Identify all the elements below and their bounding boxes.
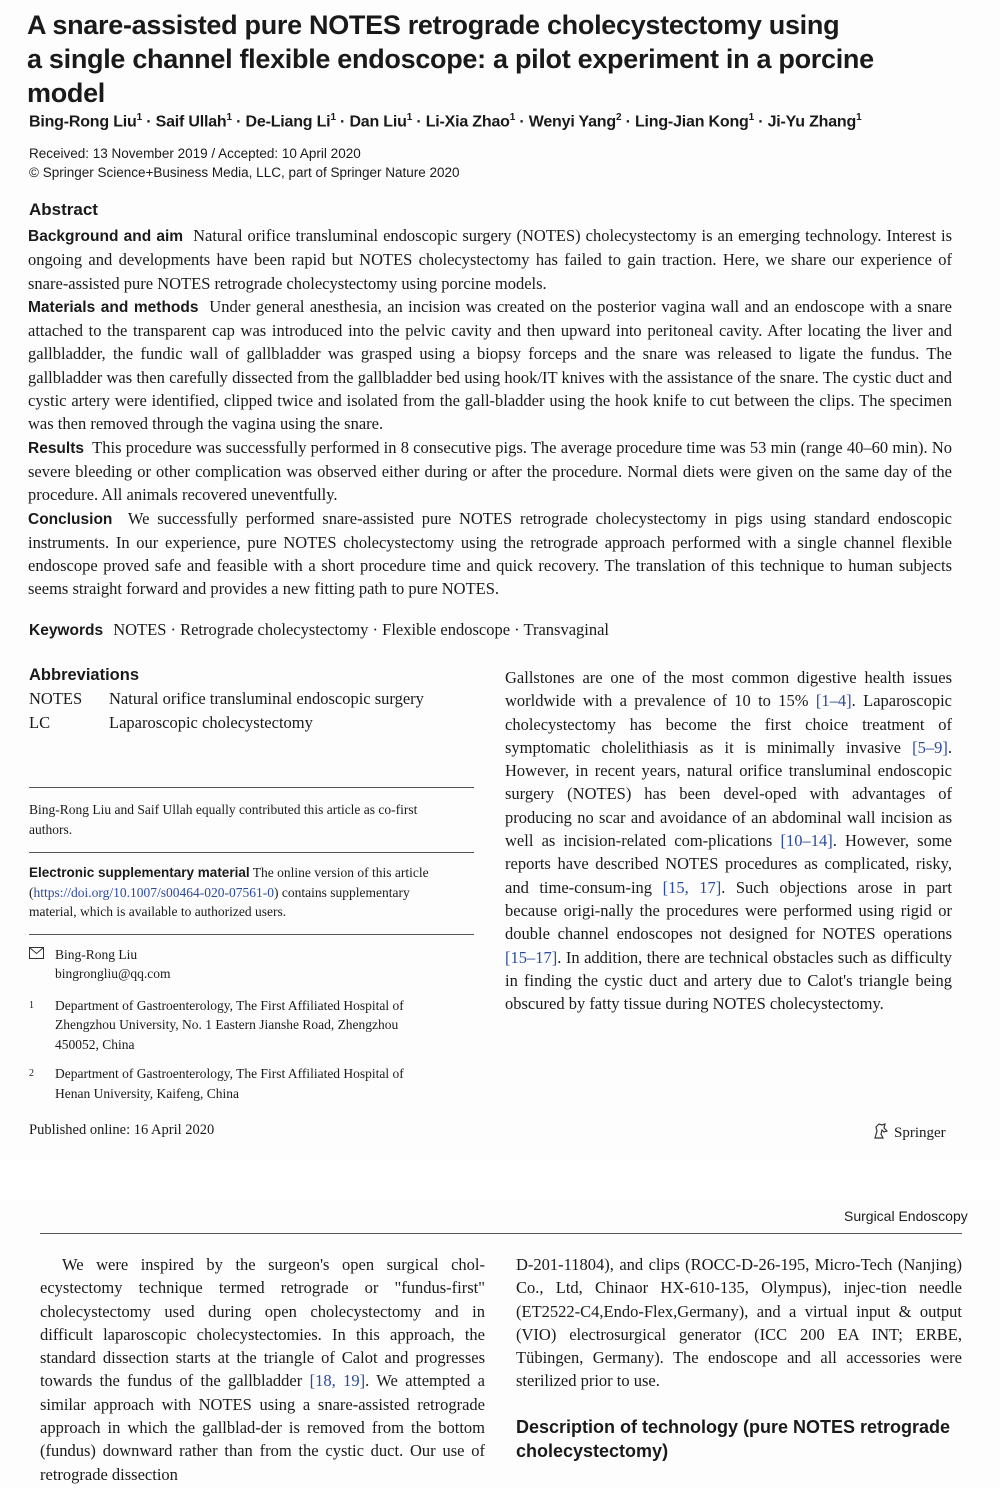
citation-link[interactable]: [15, 17] [662, 877, 722, 897]
abstract-results [28, 436, 952, 507]
results-text: This procedure was successfully performed in 8 consecutive pigs. The average procedure time was 53 min (range 40–60 min). No severe bleeding or other complication was observed either during or after the procedure. Normal diets were given on the same day of the procedure. All animals recovered uneventfully. [28, 437, 953, 505]
equal-contribution-note: Bing-Rong Liu and Saif Ullah equally contributed this article as co-first authors. [29, 802, 418, 837]
intro-text: . However, some reports have described NOTES procedures as complicated, risky, and time-consum-ing [505, 831, 952, 897]
background-text: Natural orifice transluminal endoscopic surgery (NOTES) cholecystectomy is an emerging technology. Interest is ongoing and developments have been rapid but NOTES cholecystectomy has failed to gain traction. Here, we share our experience of snare-assisted pure NOTES retrograde cholecystectomy using porcine models. [28, 226, 952, 293]
footnote-divider [29, 852, 474, 853]
author-name[interactable]: Ji-Yu Zhang [767, 113, 857, 131]
author-affiliation-mark: 1 [136, 112, 142, 123]
author-name[interactable]: Li-Xia Zhao [425, 113, 510, 131]
author-affiliation-mark: 2 [615, 112, 622, 123]
affiliation-text: Department of Gastroenterology, The First Affiliated Hospital of Henan University, Kaifeng, China [55, 1066, 404, 1101]
corresponding-email[interactable]: bingrongliu@qq.com [55, 966, 171, 981]
intro-text: . In addition, there are technical obstacles such as difficulty in finding the cystic duct and artery due to Calot's triangle being obscured by fatty tissue during NOTES cholecystectomy. [505, 947, 952, 1014]
affiliation-1 [29, 996, 474, 1055]
page-break [0, 1160, 1000, 1200]
envelope-icon [29, 945, 55, 984]
keywords [29, 620, 609, 640]
methods-text: Under general anesthesia, an incision was created on the posterior vagina wall and an endoscope with a snare attached to the transparent cap was introduced into the pelvic cavity and then upward into peritoneal cavity. After locating the liver and gallbladder, the fundic wall of gallbladder was grasped using a biopsy forceps and the snare was released to ligate the fundus. The gallbladder was then carefully dissected from the gallbladder bed using hook/IT knives with the assistance of the snare. The cystic duct and cystic artery were identified, clipped twice and isolated from the gall-bladder using the hook knife to cut between the clips. The specimen was then removed through the vagina using the snare. [28, 296, 953, 434]
corresponding-name: Bing-Rong Liu [55, 946, 138, 962]
author-affiliation-mark: 1 [226, 112, 232, 123]
citation-link[interactable]: [18, 19] [309, 1371, 366, 1391]
abstract-methods [28, 295, 952, 436]
abbreviation-row [29, 687, 474, 711]
background-label: Background and aim [28, 228, 184, 245]
author-affiliation-mark: 1 [856, 112, 862, 123]
abstract-conclusion [28, 507, 952, 601]
copyright-line: © Springer Science+Business Media, LLC, part of Springer Nature 2020 [29, 165, 460, 180]
title-line-1: A snare-assisted pure NOTES retrograde cholecystectomy using [27, 10, 840, 40]
esm-text: The online version of this article ( [29, 865, 429, 900]
introduction-paragraph [505, 666, 952, 1015]
author-name[interactable]: Bing-Rong Liu [29, 113, 137, 131]
journal-name: Surgical Endoscopy [844, 1208, 968, 1224]
author-name[interactable]: Dan Liu [349, 113, 407, 131]
abbreviations-heading: Abbreviations [29, 666, 140, 684]
abbreviation-term: LC [29, 713, 51, 732]
author-list: Bing-Rong Liu$^1$ · Saif Ullah$^1$ · De-Liang $Li^1$ · Dan Liu$^1$ · Li-Xia Zhao$^1$ · Wenyi Yang$^2$ · Ling-Jian Kong$^1$ · Ji-Yu Zhang$^1$ [29, 112, 862, 131]
intro-text: Gallstones are one of the most common digestive health issues worldwide with a prevalence of 10 to 15% [505, 668, 952, 711]
intro-text: . Such objections arose in part because origi-nally the procedures were performed using rigid or double channel endoscopes not designed for NOTES operations [505, 877, 952, 944]
keywords-label: Keywords [29, 622, 104, 639]
author-name[interactable]: De-Liang Li [245, 113, 331, 131]
citation-link[interactable]: [1–4] [815, 691, 852, 711]
body-paragraph-left [40, 1253, 485, 1486]
author-affiliation-mark: 1 [748, 112, 754, 123]
received-dates: Received: 13 November 2019 / Accepted: 10 April 2020 [29, 146, 361, 161]
esm-note [29, 863, 449, 922]
published-date: Published online: 16 April 2020 [29, 1122, 215, 1138]
citation-link[interactable]: [5–9] [912, 737, 948, 757]
section-heading: Description of technology (pure NOTES retrograde cholecystectomy) [516, 1417, 951, 1461]
intro-text: . Laparoscopic cholecystectomy has become the first choice treatment of symptomatic cholelithiasis as it is minimally invasive [505, 691, 952, 757]
abbreviations-block [29, 666, 474, 1103]
author-affiliation-mark: 1 [406, 112, 413, 123]
footnote-divider [29, 787, 474, 788]
esm-text: ) contains supplementary material, which is available to authorized users. [29, 884, 410, 919]
title-line-2: a single channel flexible endoscope: a pilot experiment in a porcine [27, 44, 874, 74]
footnote-divider [29, 934, 474, 935]
abbreviation-definition: Natural orifice transluminal endoscopic surgery [109, 689, 424, 708]
article-title [27, 8, 927, 110]
abstract-body [28, 224, 952, 601]
conclusion-label: Conclusion [28, 510, 113, 528]
abbreviation-term: NOTES [29, 689, 83, 708]
author-name[interactable]: Saif Ullah [155, 113, 227, 131]
title-line-3: model [27, 78, 106, 108]
abbreviation-definition: Laparoscopic cholecystectomy [109, 713, 313, 732]
abbreviation-row [29, 711, 474, 735]
doi-link[interactable]: https://doi.org/10.1007/s00464-020-07561-0 [33, 884, 275, 900]
affiliation-text: Department of Gastroenterology, The First Affiliated Hospital of Zhengzhou University, No. 1 Eastern Jianshe Road, Zhengzhou 450052, China [55, 997, 404, 1052]
affiliation-number: 2 [29, 1068, 34, 1079]
body-text: . We attempted a similar approach with NOTES using a snare-assisted retrograde approach in which the gallblad-der is removed from the bottom (fundus) downward rather than from the cystic duct. Our use of retrograde dissection [40, 1371, 485, 1484]
publisher-name: Springer [894, 1125, 946, 1141]
citation-link[interactable]: [10–14] [780, 831, 833, 851]
affiliation-number: 1 [29, 999, 34, 1011]
citation-link[interactable]: [15–17] [505, 947, 558, 967]
esm-label: Electronic supplementary material [29, 865, 250, 880]
abstract-heading: Abstract [29, 200, 98, 219]
results-label: Results [28, 439, 84, 457]
conclusion-text: We successfully performed snare-assisted pure NOTES retrograde cholecystectomy in pigs using standard endoscopic instruments. In our experience, pure NOTES cholecystectomy using the retrograde approach performed with a single channel flexible endoscope proved safe and feasible with a short procedure time and quick recovery. The translation of this technique to human subjects seems straight forward and provides a new fitting path to pure NOTES. [28, 508, 952, 599]
abstract-background [28, 224, 952, 295]
body-paragraph-right: D-201-11804), and clips (ROCC-D-26-195, Micro-Tech (Nanjing) Co., Ltd, Chinaor HX-610-135, Olympus), injec-tion needle (ET2522-C4,Endo-Flex,Germany), and a virtual input & output (VIO) electrosurgical generator (ICC 200 EA INT; ERBE, Tübingen, Germany). The endoscope and all accessories were sterilized prior to use. [516, 1255, 962, 1391]
body-text: We were inspired by the surgeon's open surgical chol-ecystectomy technique termed retrograde or "fundus-first" cholecystectomy used during open cholecystectomy and in difficult laparoscopic cholecystectomies. In this approach, the standard dissection starts at the triangle of Calot and progresses towards the fundus of the gallbladder [40, 1255, 485, 1391]
methods-label: Materials and methods [28, 298, 199, 316]
author-affiliation-mark: 1 [330, 112, 336, 123]
keywords-text: NOTES · Retrograde cholecystectomy · Flexible endoscope · Transvaginal [113, 620, 610, 639]
author-name[interactable]: Ling-Jian Kong [634, 113, 749, 131]
affiliation-2 [29, 1064, 474, 1103]
author-affiliation-mark: 1 [509, 112, 516, 123]
springer-horse-icon [872, 1122, 890, 1145]
author-name[interactable]: Wenyi Yang [528, 113, 616, 131]
corresponding-author [29, 945, 474, 984]
publisher-logo [872, 1122, 946, 1145]
intro-text: . However, in recent years, natural orifice transluminal endoscopic surgery (NOTES) has been devel-oped with advantages of producing no scar and avoidance of an abdominal wall incision as well as incision-related com-plications [505, 737, 952, 851]
header-divider [40, 1233, 962, 1234]
